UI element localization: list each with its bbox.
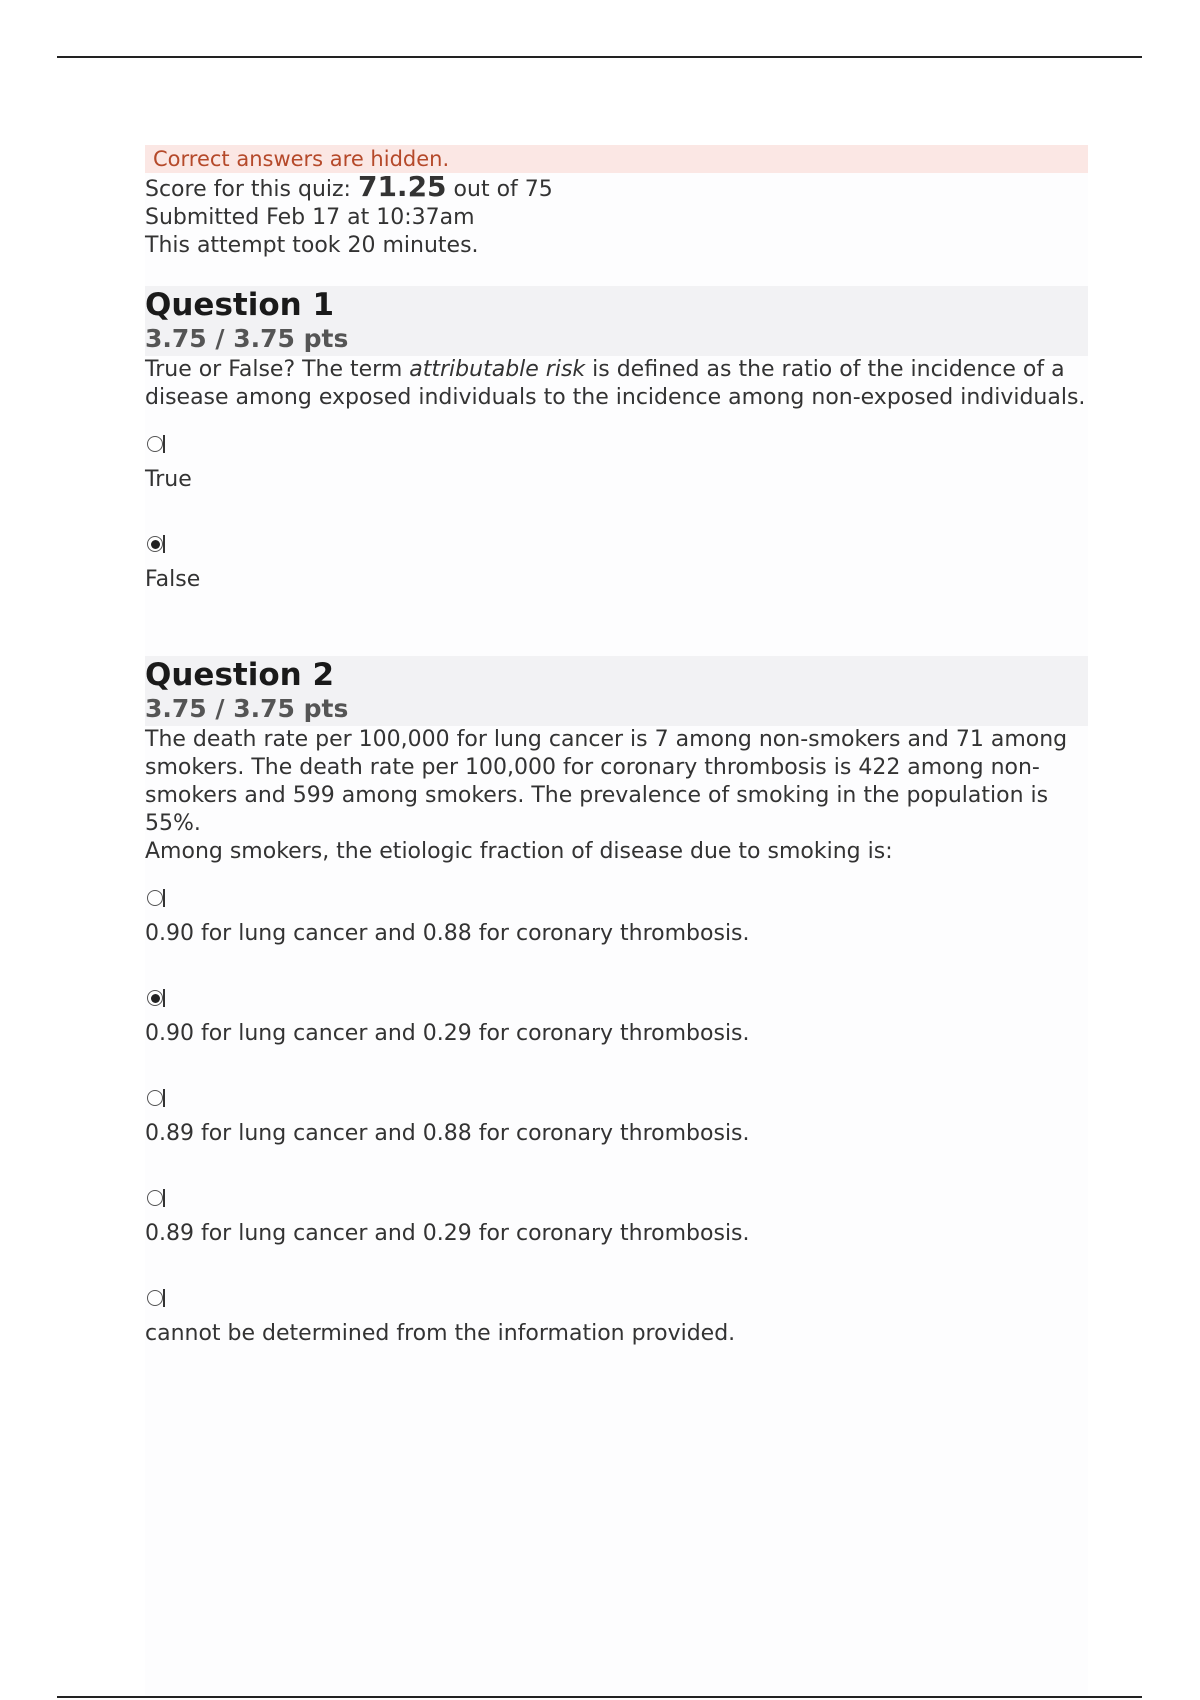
answer-option[interactable]	[145, 1088, 1088, 1188]
question-2-text: The death rate per 100,000 for lung cancer is 7 among non-smokers and 71 among smokers. The death rate per 100,000 for coronary thrombosis is 422 among non-smokers and 599 among smokers. The prevalence of smoking in the population is 55%.	[145, 727, 1068, 836]
question-2-title: Question 2	[145, 657, 335, 693]
score-suffix: out of 75	[446, 177, 553, 202]
question-1-text	[145, 356, 1088, 412]
answer-label: 0.89 for lung cancer and 0.88 for coronary thrombosis.	[145, 1121, 750, 1146]
question-2-header	[145, 656, 1088, 726]
top-divider	[57, 56, 1142, 58]
question-1-title: Question 1	[145, 287, 335, 323]
answer-option[interactable]	[145, 1288, 1088, 1388]
answer-label: False	[145, 567, 201, 592]
answer-option[interactable]	[145, 888, 1088, 988]
radio-selected-icon[interactable]	[145, 534, 167, 556]
question-1-text-start: True or False? The term	[145, 357, 410, 382]
radio-selected-icon[interactable]	[145, 988, 167, 1010]
quiz-content	[145, 145, 1088, 1695]
question-1-points: 3.75 / 3.75 pts	[145, 324, 349, 353]
answer-label: cannot be determined from the information provided.	[145, 1321, 736, 1346]
answer-label: 0.90 for lung cancer and 0.88 for coronary thrombosis.	[145, 921, 750, 946]
answer-label: 0.89 for lung cancer and 0.29 for coronary thrombosis.	[145, 1221, 750, 1246]
question-1-header	[145, 286, 1088, 356]
question-2-answers	[145, 888, 1088, 1398]
radio-unselected-icon[interactable]	[145, 1288, 167, 1310]
hidden-answers-notice: Correct answers are hidden.	[145, 145, 1088, 173]
answer-label: 0.90 for lung cancer and 0.29 for coronary thrombosis.	[145, 1021, 750, 1046]
attempt-duration: This attempt took 20 minutes.	[145, 233, 479, 258]
answer-option[interactable]	[145, 988, 1088, 1088]
radio-unselected-icon[interactable]	[145, 888, 167, 910]
radio-unselected-icon[interactable]	[145, 434, 167, 456]
score-value: 71.25	[357, 170, 447, 203]
answer-option[interactable]	[145, 1188, 1088, 1288]
question-2-prompt: Among smokers, the etiologic fraction of disease due to smoking is:	[145, 839, 893, 864]
question-1-answers	[145, 434, 1088, 644]
question-1-term: attributable risk	[409, 357, 586, 382]
question-1-text-end: is defined as the ratio of the incidence of a disease among exposed individuals to the incidence among non-exposed individuals.	[145, 357, 1086, 410]
bottom-divider	[57, 1696, 1142, 1698]
answer-label: True	[145, 467, 192, 492]
radio-unselected-icon[interactable]	[145, 1088, 167, 1110]
answer-option[interactable]	[145, 434, 1088, 534]
answer-option[interactable]	[145, 534, 1088, 634]
question-2-points: 3.75 / 3.75 pts	[145, 694, 349, 723]
score-prefix: Score for this quiz:	[145, 177, 358, 202]
radio-unselected-icon[interactable]	[145, 1188, 167, 1210]
quiz-score	[145, 170, 1088, 204]
submitted-time: Submitted Feb 17 at 10:37am	[145, 205, 475, 230]
